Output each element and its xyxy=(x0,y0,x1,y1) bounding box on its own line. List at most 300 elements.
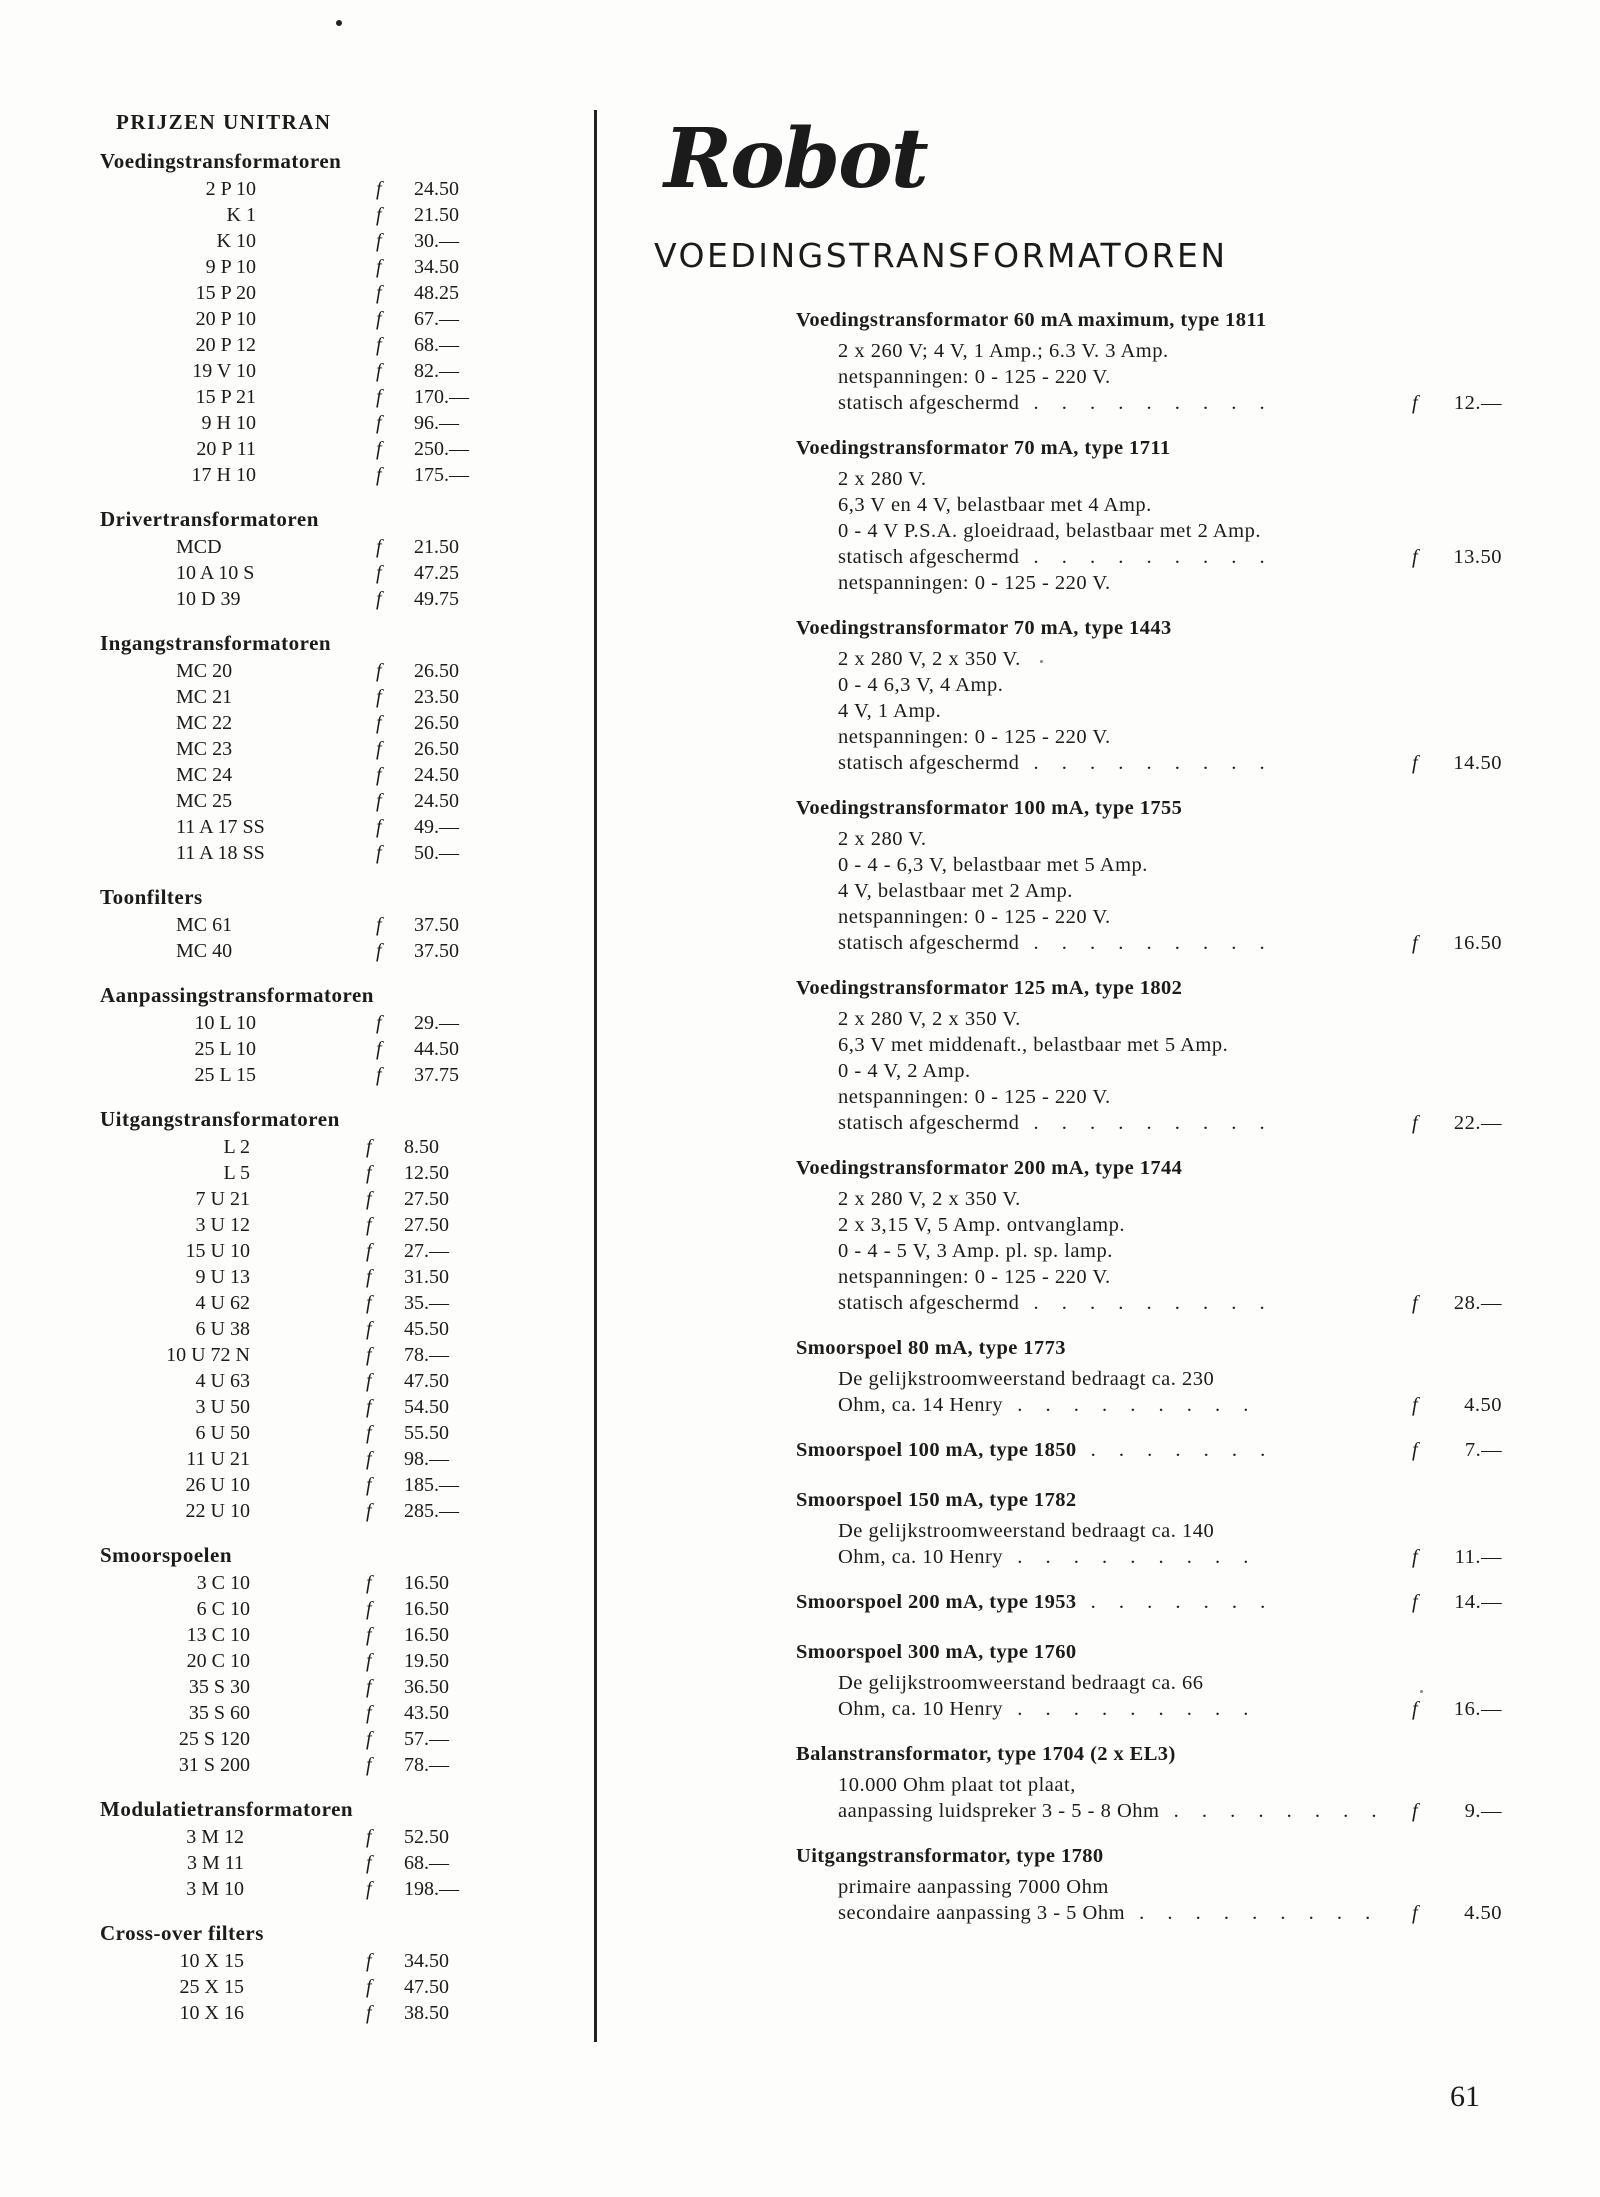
currency-symbol: f xyxy=(1412,1591,1419,1613)
price-row xyxy=(100,1420,560,1446)
currency-symbol: f xyxy=(376,438,382,460)
spec-text: 4 V, 1 Amp. xyxy=(838,700,942,722)
item-price xyxy=(376,410,459,436)
product-entry xyxy=(796,1736,1502,1824)
item-code: MC 24 xyxy=(176,764,233,786)
spec-line xyxy=(838,724,1496,750)
currency-symbol: f xyxy=(376,178,382,200)
item-code: 20 P 12 xyxy=(195,334,256,356)
spec-line xyxy=(838,570,1496,596)
product-title-text: Smoorspoel 100 mA, type 1850 xyxy=(796,1439,1077,1461)
price-value: 57.— xyxy=(404,1728,449,1750)
item-code: 10 X 15 xyxy=(179,1950,244,1972)
item-code: 4 U 63 xyxy=(195,1370,250,1392)
item-price xyxy=(376,306,459,332)
item-code: 20 C 10 xyxy=(186,1650,250,1672)
price-value: 170.— xyxy=(414,386,469,408)
product-price: 4.50 xyxy=(1464,1902,1502,1924)
price-value: 98.— xyxy=(404,1448,449,1470)
product-price: 4.50 xyxy=(1464,1394,1502,1416)
price-value: 26.50 xyxy=(414,660,459,682)
spec-line xyxy=(838,1084,1496,1110)
item-code: K 10 xyxy=(216,230,256,252)
currency-symbol: f xyxy=(366,1344,372,1366)
item-price xyxy=(366,1596,449,1622)
item-price xyxy=(376,840,459,866)
price-value: 48.25 xyxy=(414,282,459,304)
spec-line xyxy=(838,544,1502,570)
product-title xyxy=(796,970,1496,1006)
item-code: 3 U 50 xyxy=(195,1396,250,1418)
item-price xyxy=(376,684,459,710)
spec-text: statisch afgeschermd xyxy=(838,546,1020,568)
item-code: MC 61 xyxy=(176,914,233,936)
spec-text: 0 - 4 V P.S.A. gloeidraad, belastbaar met 2 Amp. xyxy=(838,520,1261,542)
item-price xyxy=(366,1472,459,1498)
spec-text: statisch afgeschermd xyxy=(838,1112,1020,1134)
spec-line xyxy=(838,1670,1496,1696)
currency-symbol: f xyxy=(376,230,382,252)
product-title xyxy=(796,430,1496,466)
currency-symbol: f xyxy=(376,738,382,760)
product-title-text: Uitgangstransformator, type 1780 xyxy=(796,1845,1104,1867)
item-price xyxy=(366,1264,449,1290)
spec-line xyxy=(838,826,1496,852)
item-code: MC 40 xyxy=(176,940,233,962)
section-title: VOEDINGSTRANSFORMATOREN xyxy=(654,236,1228,275)
price-value: 82.— xyxy=(414,360,459,382)
product-price: 9.— xyxy=(1464,1800,1502,1822)
item-price xyxy=(366,1752,449,1778)
product-title-text: Smoorspoel 200 mA, type 1953 xyxy=(796,1591,1077,1613)
price-row xyxy=(100,1368,560,1394)
item-code: 20 P 10 xyxy=(195,308,256,330)
spec-line xyxy=(838,1544,1502,1570)
item-code: L 2 xyxy=(223,1136,250,1158)
item-code: 13 C 10 xyxy=(186,1624,250,1646)
price-row xyxy=(100,254,560,280)
page-number: 61 xyxy=(1450,2080,1480,2113)
product-title-text: Voedingstransformator 70 mA, type 1443 xyxy=(796,617,1172,639)
item-code: 9 U 13 xyxy=(195,1266,250,1288)
spec-text: 2 x 280 V. xyxy=(838,828,927,850)
item-code: 25 X 15 xyxy=(179,1976,244,1998)
item-price xyxy=(376,202,459,228)
currency-symbol: f xyxy=(1412,546,1419,568)
spec-text: De gelijkstroomweerstand bedraagt ca. 140 xyxy=(838,1520,1215,1542)
price-row xyxy=(100,1342,560,1368)
spec-line xyxy=(838,698,1496,724)
spec-text: 2 x 280 V. xyxy=(838,468,927,490)
item-price xyxy=(376,736,459,762)
price-value: 96.— xyxy=(414,412,459,434)
spec-text: 2 x 280 V, 2 x 350 V. xyxy=(838,1188,1021,1210)
currency-symbol: f xyxy=(376,1012,382,1034)
item-price xyxy=(366,1876,459,1902)
section-heading: Uitgangstransformatoren xyxy=(100,1107,340,1131)
currency-symbol: f xyxy=(366,1474,372,1496)
price-list-heading: PRIJZEN UNITRAN xyxy=(116,110,332,134)
currency-symbol: f xyxy=(1412,1546,1419,1568)
item-code: MC 21 xyxy=(176,686,233,708)
item-code: 10 L 10 xyxy=(194,1012,256,1034)
currency-symbol: f xyxy=(366,1852,372,1874)
product-title-text: Voedingstransformator 60 mA maximum, type 1811 xyxy=(796,309,1267,331)
spec-text: Ohm, ca. 10 Henry xyxy=(838,1698,1004,1720)
product-entry xyxy=(796,1150,1502,1316)
price-section xyxy=(100,882,560,964)
spec-line xyxy=(838,1110,1502,1136)
price-value: 55.50 xyxy=(404,1422,449,1444)
price-value: 50.— xyxy=(414,842,459,864)
price-section xyxy=(100,628,560,866)
item-price xyxy=(366,1420,449,1446)
currency-symbol: f xyxy=(1412,1292,1419,1314)
item-price xyxy=(366,1238,449,1264)
price-row xyxy=(100,814,560,840)
section-heading: Ingangstransformatoren xyxy=(100,631,332,655)
currency-symbol: f xyxy=(366,1188,372,1210)
product-title xyxy=(796,1736,1496,1772)
price-row xyxy=(100,1700,560,1726)
spec-text: statisch afgeschermd xyxy=(838,752,1020,774)
product-entry xyxy=(796,1330,1502,1418)
price-row xyxy=(100,1726,560,1752)
price-value: 26.50 xyxy=(414,712,459,734)
item-code: MC 20 xyxy=(176,660,233,682)
item-code: 9 P 10 xyxy=(205,256,256,278)
price-row xyxy=(100,1212,560,1238)
item-code: 3 C 10 xyxy=(196,1572,250,1594)
product-title-text: Smoorspoel 300 mA, type 1760 xyxy=(796,1641,1077,1663)
item-code: 6 U 38 xyxy=(195,1318,250,1340)
price-value: 68.— xyxy=(414,334,459,356)
item-code: 26 U 10 xyxy=(185,1474,250,1496)
spec-text: netspanningen: 0 - 125 - 220 V. xyxy=(838,1266,1111,1288)
price-value: 68.— xyxy=(404,1852,449,1874)
product-title xyxy=(796,1634,1496,1670)
item-code: 6 U 50 xyxy=(195,1422,250,1444)
item-price xyxy=(366,1498,459,1524)
item-code: 4 U 62 xyxy=(195,1292,250,1314)
price-value: 19.50 xyxy=(404,1650,449,1672)
item-price xyxy=(366,1316,449,1342)
price-value: 37.50 xyxy=(414,914,459,936)
currency-symbol: f xyxy=(366,1396,372,1418)
price-row xyxy=(100,1238,560,1264)
dot-leader: . . . . . . . . . xyxy=(1019,932,1274,954)
currency-symbol: f xyxy=(366,1240,372,1262)
item-price xyxy=(366,1212,449,1238)
dot-leader: . . . . . . . . . xyxy=(1003,1394,1258,1416)
spec-line xyxy=(838,672,1496,698)
spec-text: 2 x 3,15 V, 5 Amp. ontvanglamp. xyxy=(838,1214,1125,1236)
product-title xyxy=(796,1432,1502,1468)
spec-line xyxy=(838,646,1496,672)
product-entry xyxy=(796,302,1502,416)
price-row xyxy=(100,1974,560,2000)
price-row xyxy=(100,280,560,306)
product-entry xyxy=(796,1634,1502,1722)
spec-text: secondaire aanpassing 3 - 5 Ohm xyxy=(838,1902,1126,1924)
product-price: 22.— xyxy=(1453,1112,1502,1134)
currency-symbol: f xyxy=(376,588,382,610)
price-section xyxy=(100,1540,560,1778)
price-row xyxy=(100,1394,560,1420)
price-section xyxy=(100,146,560,488)
spec-text: 0 - 4 - 5 V, 3 Amp. pl. sp. lamp. xyxy=(838,1240,1113,1262)
price-row xyxy=(100,176,560,202)
spec-line xyxy=(838,1900,1502,1926)
price-row xyxy=(100,1498,560,1524)
price-value: 38.50 xyxy=(404,2002,449,2024)
dot-leader: . . . . . . . . . xyxy=(1003,1546,1258,1568)
spec-text: statisch afgeschermd xyxy=(838,1292,1020,1314)
currency-symbol: f xyxy=(376,204,382,226)
currency-symbol: f xyxy=(376,256,382,278)
price-section xyxy=(100,1918,560,2026)
currency-symbol: f xyxy=(366,1136,372,1158)
product-entry xyxy=(796,430,1502,596)
price-value: 34.50 xyxy=(404,1950,449,1972)
price-row xyxy=(100,534,560,560)
spec-line xyxy=(838,492,1496,518)
item-code: 11 A 18 SS xyxy=(176,842,265,864)
spec-text: netspanningen: 0 - 125 - 220 V. xyxy=(838,572,1111,594)
item-price xyxy=(376,710,459,736)
column-divider xyxy=(594,110,597,2042)
item-price xyxy=(366,2000,449,2026)
price-row xyxy=(100,1290,560,1316)
dot-leader: . . . . . . . . . xyxy=(1003,1698,1258,1720)
currency-symbol: f xyxy=(376,660,382,682)
item-price xyxy=(376,586,459,612)
item-price xyxy=(366,1342,449,1368)
price-list-column xyxy=(100,106,560,2042)
price-value: 26.50 xyxy=(414,738,459,760)
currency-symbol: f xyxy=(376,308,382,330)
price-value: 29.— xyxy=(414,1012,459,1034)
dot-leader: . . . . . . . . . xyxy=(1125,1902,1380,1924)
currency-symbol: f xyxy=(376,360,382,382)
item-price xyxy=(366,1446,449,1472)
spec-line xyxy=(838,1290,1502,1316)
product-entry xyxy=(796,790,1502,956)
currency-symbol: f xyxy=(366,1266,372,1288)
spec-line xyxy=(838,1212,1496,1238)
currency-symbol: f xyxy=(366,2002,372,2024)
price-value: 78.— xyxy=(404,1344,449,1366)
product-price: 14.50 xyxy=(1453,752,1502,774)
product-entry xyxy=(796,610,1502,776)
item-code: MC 25 xyxy=(176,790,233,812)
spec-line xyxy=(838,1264,1496,1290)
price-row xyxy=(100,228,560,254)
dot-leader: . . . . . . . xyxy=(1076,1439,1275,1461)
price-value: 27.50 xyxy=(404,1188,449,1210)
price-row xyxy=(100,762,560,788)
product-price: 7.— xyxy=(1464,1439,1502,1461)
item-price xyxy=(366,1948,449,1974)
currency-symbol: f xyxy=(376,790,382,812)
currency-symbol: f xyxy=(366,1950,372,1972)
product-title xyxy=(796,302,1496,338)
price-row xyxy=(100,1062,560,1088)
item-price xyxy=(366,1974,449,2000)
item-price xyxy=(366,1160,449,1186)
price-value: 21.50 xyxy=(414,204,459,226)
price-value: 285.— xyxy=(404,1500,459,1522)
product-title-text: Voedingstransformator 200 mA, type 1744 xyxy=(796,1157,1183,1179)
price-value: 23.50 xyxy=(414,686,459,708)
currency-symbol: f xyxy=(366,1676,372,1698)
item-code: 10 X 16 xyxy=(179,2002,244,2024)
product-title-text: Smoorspoel 80 mA, type 1773 xyxy=(796,1337,1066,1359)
price-row xyxy=(100,560,560,586)
item-code: 9 H 10 xyxy=(201,412,256,434)
spec-line xyxy=(838,1032,1496,1058)
price-value: 43.50 xyxy=(404,1702,449,1724)
currency-symbol: f xyxy=(376,914,382,936)
price-value: 21.50 xyxy=(414,536,459,558)
price-section xyxy=(100,1794,560,1902)
spec-text: primaire aanpassing 7000 Ohm xyxy=(838,1876,1109,1898)
currency-symbol: f xyxy=(1412,752,1419,774)
dot-leader: . . . . . . . . . xyxy=(1019,546,1274,568)
price-row xyxy=(100,1948,560,1974)
item-price xyxy=(376,814,459,840)
item-price xyxy=(376,762,459,788)
price-row xyxy=(100,462,560,488)
product-entry xyxy=(796,970,1502,1136)
price-row xyxy=(100,1824,560,1850)
spec-text: 0 - 4 V, 2 Amp. xyxy=(838,1060,971,1082)
currency-symbol: f xyxy=(366,1500,372,1522)
price-row xyxy=(100,2000,560,2026)
spec-line xyxy=(838,1186,1496,1212)
currency-symbol: f xyxy=(1412,1112,1419,1134)
price-value: 37.50 xyxy=(414,940,459,962)
price-value: 67.— xyxy=(414,308,459,330)
item-code: 11 U 21 xyxy=(186,1448,250,1470)
currency-symbol: f xyxy=(366,1162,372,1184)
item-price xyxy=(376,176,459,202)
item-price xyxy=(376,912,459,938)
price-row xyxy=(100,436,560,462)
spec-text: Ohm, ca. 10 Henry xyxy=(838,1546,1004,1568)
item-price xyxy=(376,436,469,462)
currency-symbol: f xyxy=(376,940,382,962)
item-code: L 5 xyxy=(223,1162,250,1184)
item-code: 10 D 39 xyxy=(176,588,241,610)
item-code: 17 H 10 xyxy=(191,464,256,486)
spec-text: 2 x 260 V; 4 V, 1 Amp.; 6.3 V. 3 Amp. xyxy=(838,340,1169,362)
spec-text: 0 - 4 - 6,3 V, belastbaar met 5 Amp. xyxy=(838,854,1148,876)
price-row xyxy=(100,1752,560,1778)
section-heading: Aanpassingstransformatoren xyxy=(100,983,374,1007)
currency-symbol: f xyxy=(366,1572,372,1594)
price-row xyxy=(100,1570,560,1596)
spec-text: 0 - 4 6,3 V, 4 Amp. xyxy=(838,674,1004,696)
product-price: 13.50 xyxy=(1453,546,1502,568)
currency-symbol: f xyxy=(376,842,382,864)
product-title-text: Voedingstransformator 125 mA, type 1802 xyxy=(796,977,1183,999)
product-price: 14.— xyxy=(1454,1591,1502,1613)
price-row xyxy=(100,684,560,710)
robot-logo: Robot xyxy=(664,111,927,207)
spec-text: netspanningen: 0 - 125 - 220 V. xyxy=(838,726,1111,748)
dot-leader: . . . . . . . . . xyxy=(1019,752,1274,774)
item-code: 31 S 200 xyxy=(178,1754,250,1776)
currency-symbol: f xyxy=(1412,1698,1419,1720)
product-title xyxy=(796,1482,1496,1518)
currency-symbol: f xyxy=(366,1292,372,1314)
section-heading: Drivertransformatoren xyxy=(100,507,319,531)
product-entry xyxy=(796,1838,1502,1926)
product-price: 11.— xyxy=(1454,1546,1502,1568)
item-code: 11 A 17 SS xyxy=(176,816,265,838)
price-value: 27.50 xyxy=(404,1214,449,1236)
spec-line xyxy=(838,930,1502,956)
spec-text: netspanningen: 0 - 125 - 220 V. xyxy=(838,906,1111,928)
spec-line xyxy=(838,878,1496,904)
section-heading: Smoorspoelen xyxy=(100,1543,232,1567)
spec-text: statisch afgeschermd xyxy=(838,392,1020,414)
print-speck xyxy=(336,20,342,26)
price-value: 49.75 xyxy=(414,588,459,610)
item-price xyxy=(376,1036,459,1062)
price-value: 47.50 xyxy=(404,1370,449,1392)
item-price xyxy=(376,280,459,306)
item-code: 10 U 72 N xyxy=(166,1344,250,1366)
price-value: 36.50 xyxy=(404,1676,449,1698)
price-value: 8.50 xyxy=(404,1136,439,1158)
item-code: MC 23 xyxy=(176,738,233,760)
item-code: MC 22 xyxy=(176,712,233,734)
price-value: 24.50 xyxy=(414,178,459,200)
currency-symbol: f xyxy=(366,1728,372,1750)
currency-symbol: f xyxy=(1412,1394,1419,1416)
price-row xyxy=(100,1134,560,1160)
price-value: 45.50 xyxy=(404,1318,449,1340)
item-price xyxy=(376,332,459,358)
dot-leader: . . . . . . . . xyxy=(1159,1800,1386,1822)
currency-symbol: f xyxy=(376,412,382,434)
price-row xyxy=(100,384,560,410)
spec-text: 6,3 V met middenaft., belastbaar met 5 Amp. xyxy=(838,1034,1229,1056)
product-title-text: Smoorspoel 150 mA, type 1782 xyxy=(796,1489,1077,1511)
price-row xyxy=(100,332,560,358)
price-value: 78.— xyxy=(404,1754,449,1776)
section-heading: Toonfilters xyxy=(100,885,203,909)
currency-symbol: f xyxy=(366,1598,372,1620)
spec-text: De gelijkstroomweerstand bedraagt ca. 66 xyxy=(838,1672,1204,1694)
item-code: 3 M 10 xyxy=(186,1878,244,1900)
price-row xyxy=(100,202,560,228)
item-code: K 1 xyxy=(226,204,256,226)
spec-line xyxy=(838,1006,1496,1032)
item-code: 25 L 10 xyxy=(194,1038,256,1060)
item-code: 2 P 10 xyxy=(205,178,256,200)
item-code: 7 U 21 xyxy=(195,1188,250,1210)
currency-symbol: f xyxy=(366,1702,372,1724)
spec-line xyxy=(838,364,1496,390)
item-code: 19 V 10 xyxy=(192,360,256,382)
item-price xyxy=(366,1850,449,1876)
product-entry xyxy=(796,1584,1502,1620)
item-code: 25 S 120 xyxy=(178,1728,250,1750)
item-price xyxy=(376,462,469,488)
